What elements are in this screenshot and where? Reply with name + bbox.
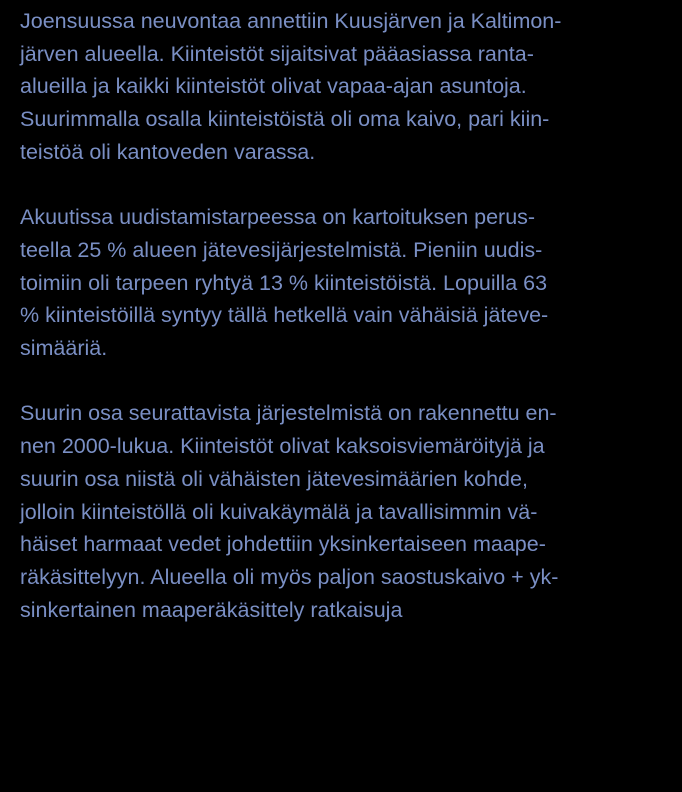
text-line: nen 2000-lukua. Kiinteistöt olivat kaksoisviemäröityjä ja	[20, 434, 545, 459]
document-body	[20, 5, 670, 659]
text-line: jolloin kiinteistöllä oli kuivakäymälä ja tavallisimmin vä-	[20, 499, 538, 524]
text-line: Akuutissa uudistamistarpeessa on kartoituksen perus-	[20, 205, 536, 230]
text-line: % kiinteistöillä syntyy tällä hetkellä vain vähäisiä jäteve-	[20, 303, 549, 328]
text-line: suurin osa niistä oli vähäisten jätevesimäärien kohde,	[20, 466, 528, 491]
text-line: Suurimmalla osalla kiinteistöistä oli oma kaivo, pari kiin-	[20, 107, 550, 132]
text-line: teella 25 % alueen jätevesijärjestelmistä. Pieniin uudis-	[20, 237, 543, 262]
paragraph-3	[20, 397, 670, 626]
paragraph-2	[20, 201, 670, 365]
text-line: alueilla ja kaikki kiinteistöt olivat vapaa-ajan asuntoja.	[20, 74, 527, 99]
paragraph-1	[20, 5, 670, 169]
text-line: Suurin osa seurattavista järjestelmistä on rakennettu en-	[20, 401, 557, 426]
text-line: toimiin oli tarpeen ryhtyä 13 % kiinteistöistä. Lopuilla 63	[20, 270, 548, 295]
text-line: Joensuussa neuvontaa annettiin Kuusjärven ja Kaltimon-	[20, 9, 562, 33]
text-line: räkäsittelyyn. Alueella oli myös paljon saostuskaivo + yk-	[20, 564, 559, 589]
text-line: teistöä oli kantoveden varassa.	[20, 139, 316, 164]
text-line: järven alueella. Kiinteistöt sijaitsivat pääasiassa ranta-	[20, 41, 534, 66]
text-line: simääriä.	[20, 336, 108, 361]
text-line: häiset harmaat vedet johdettiin yksinkertaiseen maape-	[20, 532, 546, 557]
text-line: sinkertainen maaperäkäsittely ratkaisuja	[20, 597, 403, 622]
